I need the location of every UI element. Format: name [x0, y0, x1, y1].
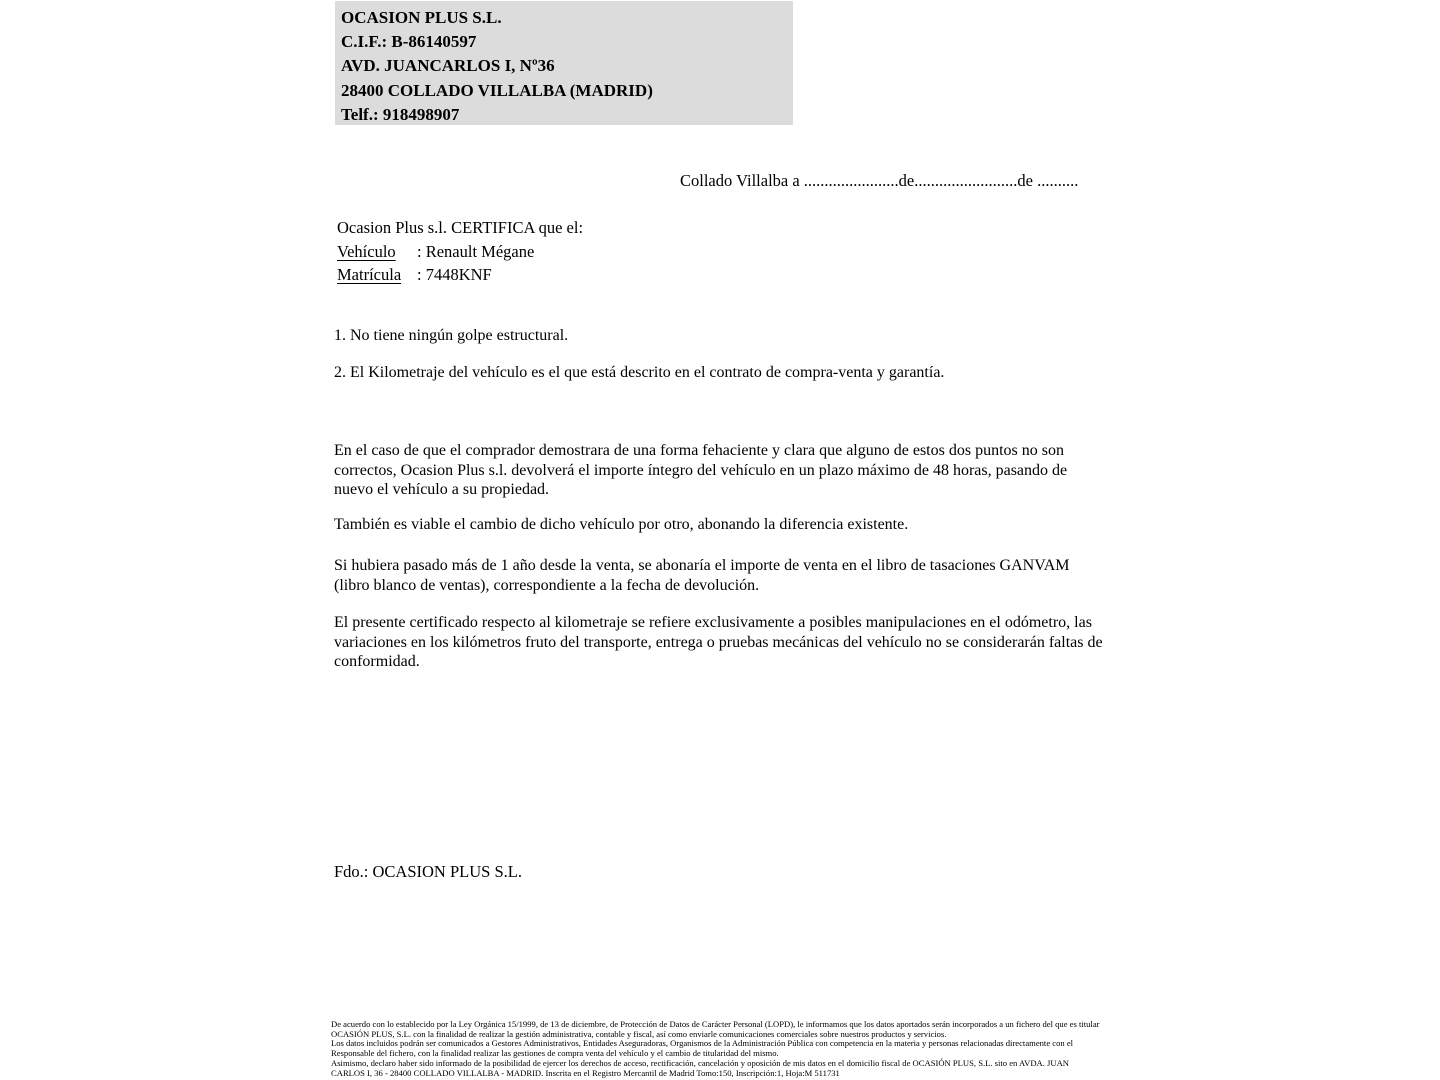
legal-footer	[331, 1020, 1111, 1078]
plate-field	[337, 263, 583, 287]
legal-line: Los datos incluidos podrán ser comunicados a Gestores Administrativos, Entidades Aseguradoras, Organismos de la Administración Pública con competencia en la materia y personas relacionadas directamente con el	[331, 1038, 1074, 1049]
vehicle-label: Vehículo	[337, 241, 396, 261]
point-1: 1. No tiene ningún golpe estructural.	[334, 327, 569, 344]
vehicle-separator: :	[417, 241, 426, 261]
vehicle-field	[337, 240, 583, 264]
legal-line: Responsable del fichero, con la finalidad realizar las gestiones de compra venta del vehículo y el cambio de titularidad del mismo.	[331, 1048, 779, 1059]
company-header-box	[335, 1, 793, 125]
paragraph-refund: En el caso de que el comprador demostrara de una forma fehaciente y clara que alguno de estos dos puntos no son correctos, Ocasion Plus s.l. devolverá el importe íntegro del vehículo en un plazo máximo de 48 horas, pasando de nuevo el vehículo a su propiedad.	[334, 442, 1068, 498]
company-city: 28400 COLLADO VILLALBA (MADRID)	[341, 80, 653, 100]
plate-value: 7448KNF	[425, 265, 492, 284]
vehicle-value: Renault Mégane	[425, 241, 535, 261]
paragraph-ganvam: Si hubiera pasado más de 1 año desde la venta, se abonaría el importe de venta en el libro de tasaciones GANVAM (libro blanco de ventas), correspondiente a la fecha de devolución.	[334, 557, 1070, 594]
company-name: OCASION PLUS S.L.	[341, 8, 502, 27]
signature-line: Fdo.: OCASION PLUS S.L.	[334, 862, 522, 881]
legal-line: CARLOS I, 36 - 28400 COLLADO VILLALBA - MADRID. Inscrita en el Registro Mercantil de Madrid Tomo:150, Inscripción:1, Hoja:M 511731	[331, 1067, 840, 1078]
certificate-block	[337, 216, 583, 287]
plate-separator: :	[417, 265, 426, 284]
company-address: AVD. JUANCARLOS I, Nº36	[341, 56, 555, 76]
legal-line: De acuerdo con lo establecido por la Ley Orgánica 15/1999, de 13 de diciembre, de Protección de Datos de Carácter Personal (LOPD), le informamos que los datos aportados serán incorporados a un fichero del que es titular	[331, 1019, 1100, 1029]
date-line: Collado Villalba a .......................de.........................de ..........	[680, 171, 1079, 190]
point-2: 2. El Kilometraje del vehículo es el que está descrito en el contrato de compra-venta y garantía.	[334, 364, 945, 381]
certificate-intro: Ocasion Plus s.l. CERTIFICA que el:	[337, 218, 584, 237]
plate-label: Matrícula	[337, 265, 402, 284]
company-phone: Telf.: 918498907	[341, 104, 460, 124]
paragraph-exchange: También es viable el cambio de dicho vehículo por otro, abonando la diferencia existente.	[334, 516, 909, 533]
company-cif: C.I.F.: B-86140597	[341, 32, 477, 52]
legal-line: OCASIÓN PLUS, S.L. con la finalidad de realizar la gestión administrativa, contable y fiscal, así como enviarle comunicaciones comerciales sobre nuestros productos y servicios.	[331, 1028, 947, 1039]
paragraph-odometer: El presente certificado respecto al kilometraje se refiere exclusivamente a posibles manipulaciones en el odómetro, las variaciones en los kilómetros fruto del transporte, entrega o pruebas mecánicas del vehículo no se considerarán faltas de conformidad.	[334, 614, 1103, 670]
legal-line: Asimismo, declaro haber sido informado de la posibilidad de ejercer los derechos de acceso, rectificación, cancelación y oposición de mis datos en el domicilio fiscal de OCASIÓN PLUS, S.L. sito en AVDA. JUAN	[331, 1057, 1070, 1068]
